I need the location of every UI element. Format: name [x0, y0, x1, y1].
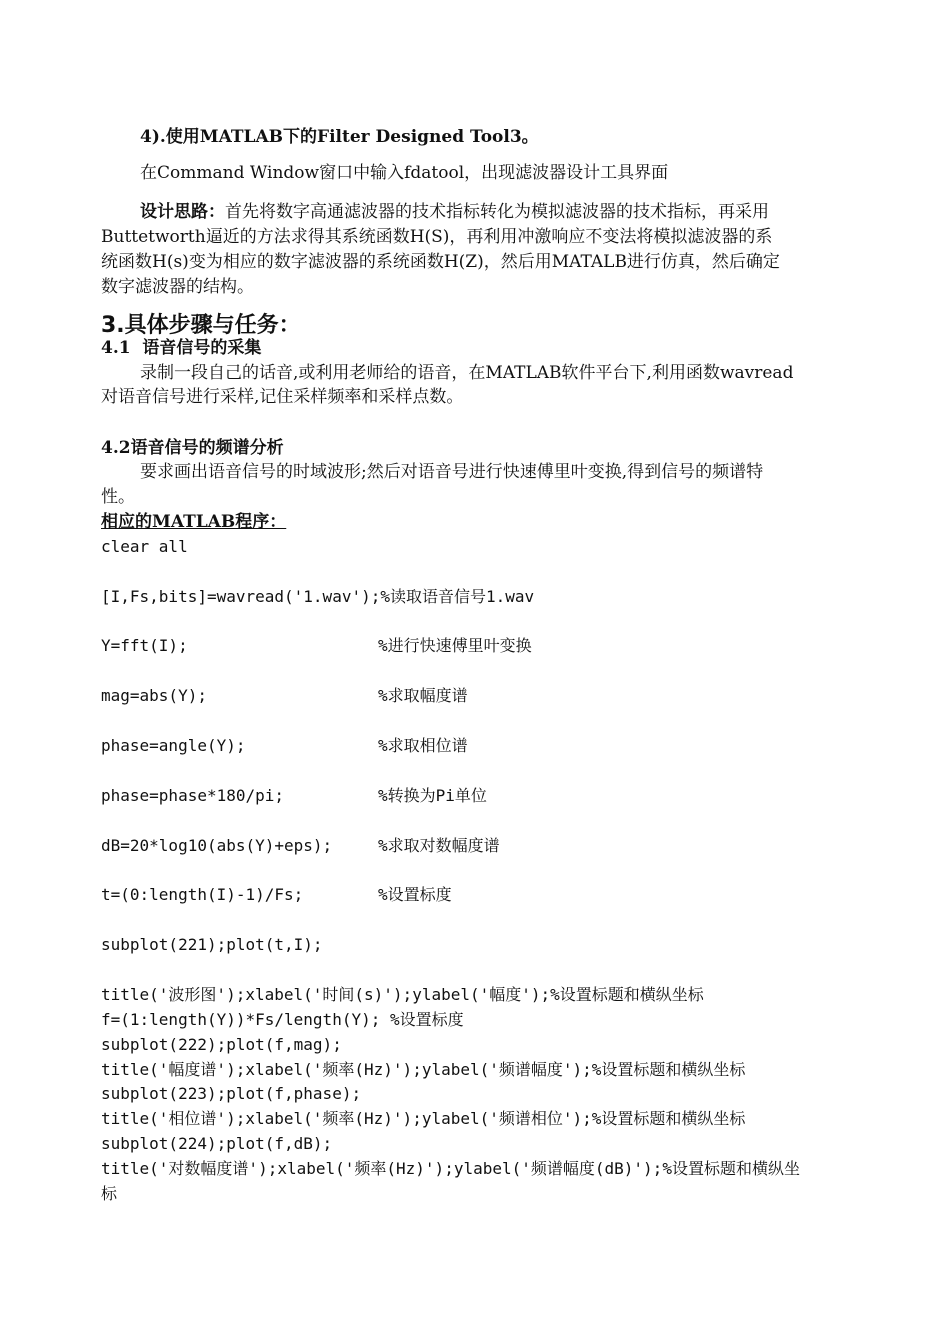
code-line-8: t=(0:length(I)-1)/Fs; — [101, 885, 304, 904]
subsection-4-2-heading: 4.2语音信号的频谱分析 — [101, 438, 284, 458]
fdatool-intro: 在Command Window窗口中输入fdatool，出现滤波器设计工具界面 — [140, 163, 669, 183]
code-line-2: [I,Fs,bits]=wavread('1.wav');%读取语音信号1.wav — [101, 587, 535, 606]
code-comment-6: %转换为Pi单位 — [378, 786, 487, 805]
code-line-18: 标 — [101, 1184, 118, 1203]
section-3-heading: 3.具体步骤与任务： — [101, 313, 301, 338]
code-comment-7: %求取对数幅度谱 — [378, 836, 500, 855]
code-line-16: subplot(224);plot(f,dB); — [101, 1134, 333, 1153]
code-comment-4: %求取幅度谱 — [378, 686, 468, 705]
code-line-17: title('对数幅度谱');xlabel('频率(Hz)');ylabel('频谱幅度(dB)');%设置标题和横纵坐 — [101, 1159, 800, 1178]
section-4-heading: 4).使用MATLAB下的Filter Designed Tool3。 — [140, 127, 539, 147]
code-line-13: title('幅度谱');xlabel('频率(Hz)');ylabel('频谱幅度');%设置标题和横纵坐标 — [101, 1060, 746, 1079]
code-line-6: phase=phase*180/pi; — [101, 786, 285, 805]
subsection-4-1-line-2: 对语音信号进行采样,记住采样频率和采样点数。 — [101, 387, 464, 407]
design-idea-line-4: 数字滤波器的结构。 — [101, 277, 254, 297]
code-line-14: subplot(223);plot(f,phase); — [101, 1084, 362, 1103]
design-idea-label: 设计思路： — [140, 202, 225, 222]
code-line-1: clear all — [101, 537, 188, 556]
code-comment-5: %求取相位谱 — [378, 736, 468, 755]
code-line-5: phase=angle(Y); — [101, 736, 246, 755]
design-idea-line-3: 统函数H(s)变为相应的数字滤波器的系统函数H(Z)，然后用MATALB进行仿真，然后确定 — [101, 252, 780, 272]
subsection-4-2-line-1: 要求画出语音信号的时域波形;然后对语音号进行快速傅里叶变换,得到信号的频谱特 — [140, 462, 764, 482]
code-line-15: title('相位谱');xlabel('频率(Hz)');ylabel('频谱相位');%设置标题和横纵坐标 — [101, 1109, 746, 1128]
code-line-9: subplot(221);plot(t,I); — [101, 935, 323, 954]
subsection-4-1-line-1: 录制一段自己的话音,或利用老师给的语音，在MATLAB软件平台下,利用函数wavread — [140, 363, 794, 383]
code-line-3: Y=fft(I); — [101, 636, 188, 655]
program-label: 相应的MATLAB程序： — [101, 512, 287, 532]
design-idea-line-2: Buttetworth逼近的方法求得其系统函数H(S)，再利用冲激响应不变法将模拟滤波器的系 — [101, 227, 773, 247]
code-line-4: mag=abs(Y); — [101, 686, 207, 705]
design-idea-line-1 — [140, 201, 769, 223]
subsection-4-1-heading: 4.1 语音信号的采集 — [101, 338, 262, 358]
code-line-7: dB=20*log10(abs(Y)+eps); — [101, 836, 333, 855]
subsection-4-2-line-2: 性。 — [101, 487, 135, 507]
code-comment-3: %进行快速傅里叶变换 — [378, 636, 532, 655]
code-comment-8: %设置标度 — [378, 885, 452, 904]
design-idea-text-1: 首先将数字高通滤波器的技术指标转化为模拟滤波器的技术指标，再采用 — [225, 202, 769, 222]
code-line-12: subplot(222);plot(f,mag); — [101, 1035, 342, 1054]
code-line-10: title('波形图');xlabel('时间(s)');ylabel('幅度');%设置标题和横纵坐标 — [101, 985, 704, 1004]
code-line-11: f=(1:length(Y))*Fs/length(Y); %设置标度 — [101, 1010, 464, 1029]
